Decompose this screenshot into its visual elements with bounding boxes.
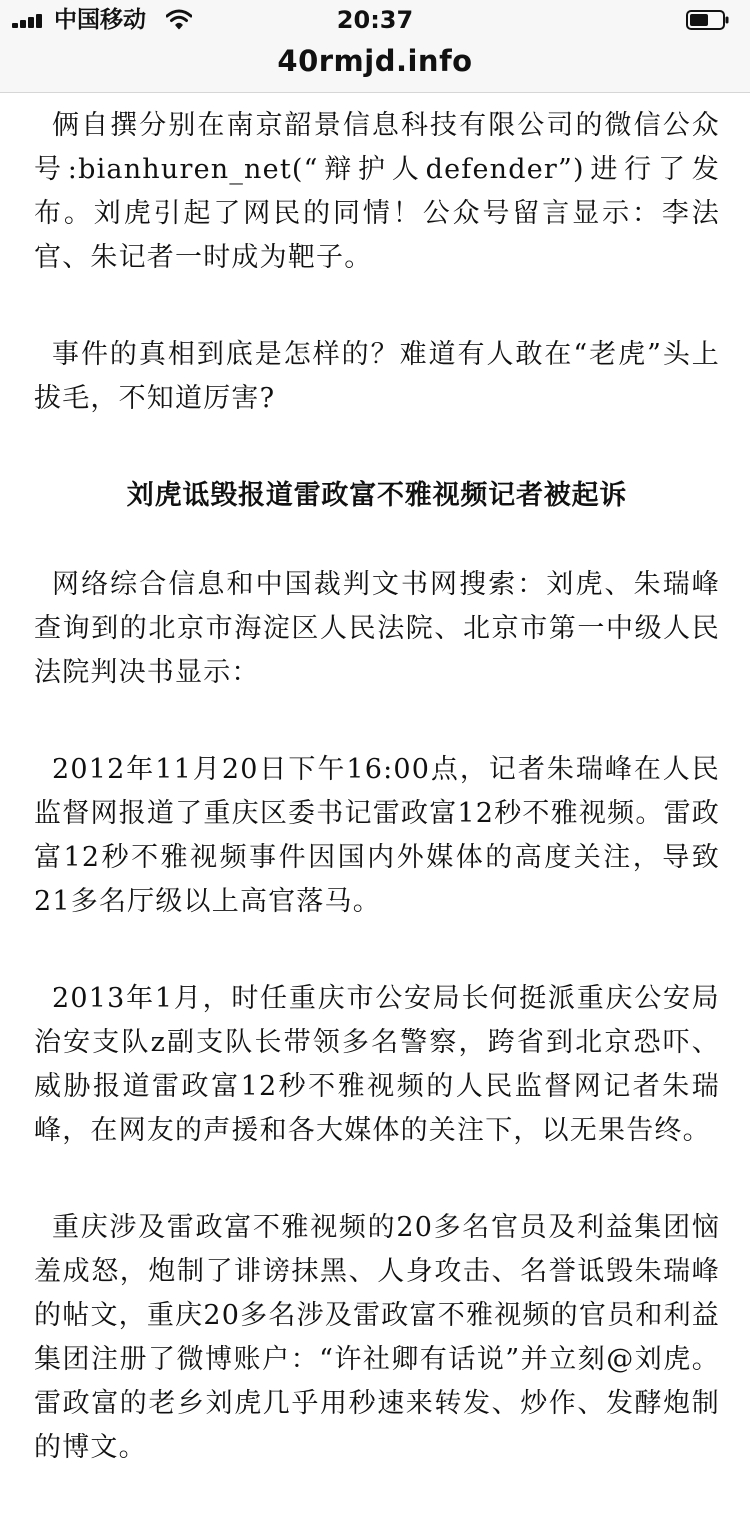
article-body xyxy=(34,104,720,1523)
paragraph-6: 重庆涉及雷政富不雅视频的20多名官员及利益集团恼羞成怒，炮制了诽谤抹黑、人身攻击、名誉诋毁朱瑞峰的帖文，重庆20多名涉及雷政富不雅视频的官员和利益集团注册了微博账户：“许社卿有话说”并立刻@刘虎。雷政富的老乡刘虎几乎用秒速来转发、炒作、发酵炮制的博文。 xyxy=(34,1212,720,1463)
status-bar xyxy=(0,0,750,40)
carrier-name: 中国移动 xyxy=(54,7,146,33)
browser-chrome xyxy=(0,0,750,93)
paragraph-1: 俩自撰分别在南京韶景信息科技有限公司的微信公众号:bianhuren_net(“辩护人defender”)进行了发布。刘虎引起了网民的同情！公众号留言显示：李法官、朱记者一时成为靶子。 xyxy=(34,110,720,273)
battery-icon xyxy=(686,10,730,30)
section-heading: 刘虎诋毁报道雷政富不雅视频记者被起诉 xyxy=(126,480,628,511)
paragraph-5: 2013年1月，时任重庆市公安局长何挺派重庆公安局治安支队z副支队长带领多名警察，跨省到北京恐吓、威胁报道雷政富12秒不雅视频的人民监督网记者朱瑞峰，在网友的声援和各大媒体的关注下，以无果告终。 xyxy=(34,983,720,1146)
paragraph-4: 2012年11月20日下午16:00点，记者朱瑞峰在人民监督网报道了重庆区委书记雷政富12秒不雅视频。雷政富12秒不雅视频事件因国内外媒体的高度关注，导致21多名厅级以上高官落马。 xyxy=(34,754,720,917)
address-bar[interactable]: 40rmjd.info xyxy=(277,44,473,78)
paragraph-3: 网络综合信息和中国裁判文书网搜索：刘虎、朱瑞峰查询到的北京市海淀区人民法院、北京市第一中级人民法院判决书显示： xyxy=(34,569,720,688)
paragraph-2: 事件的真相到底是怎样的？难道有人敢在“老虎”头上拔毛，不知道厉害? xyxy=(34,339,720,414)
status-time: 20:37 xyxy=(336,6,414,34)
